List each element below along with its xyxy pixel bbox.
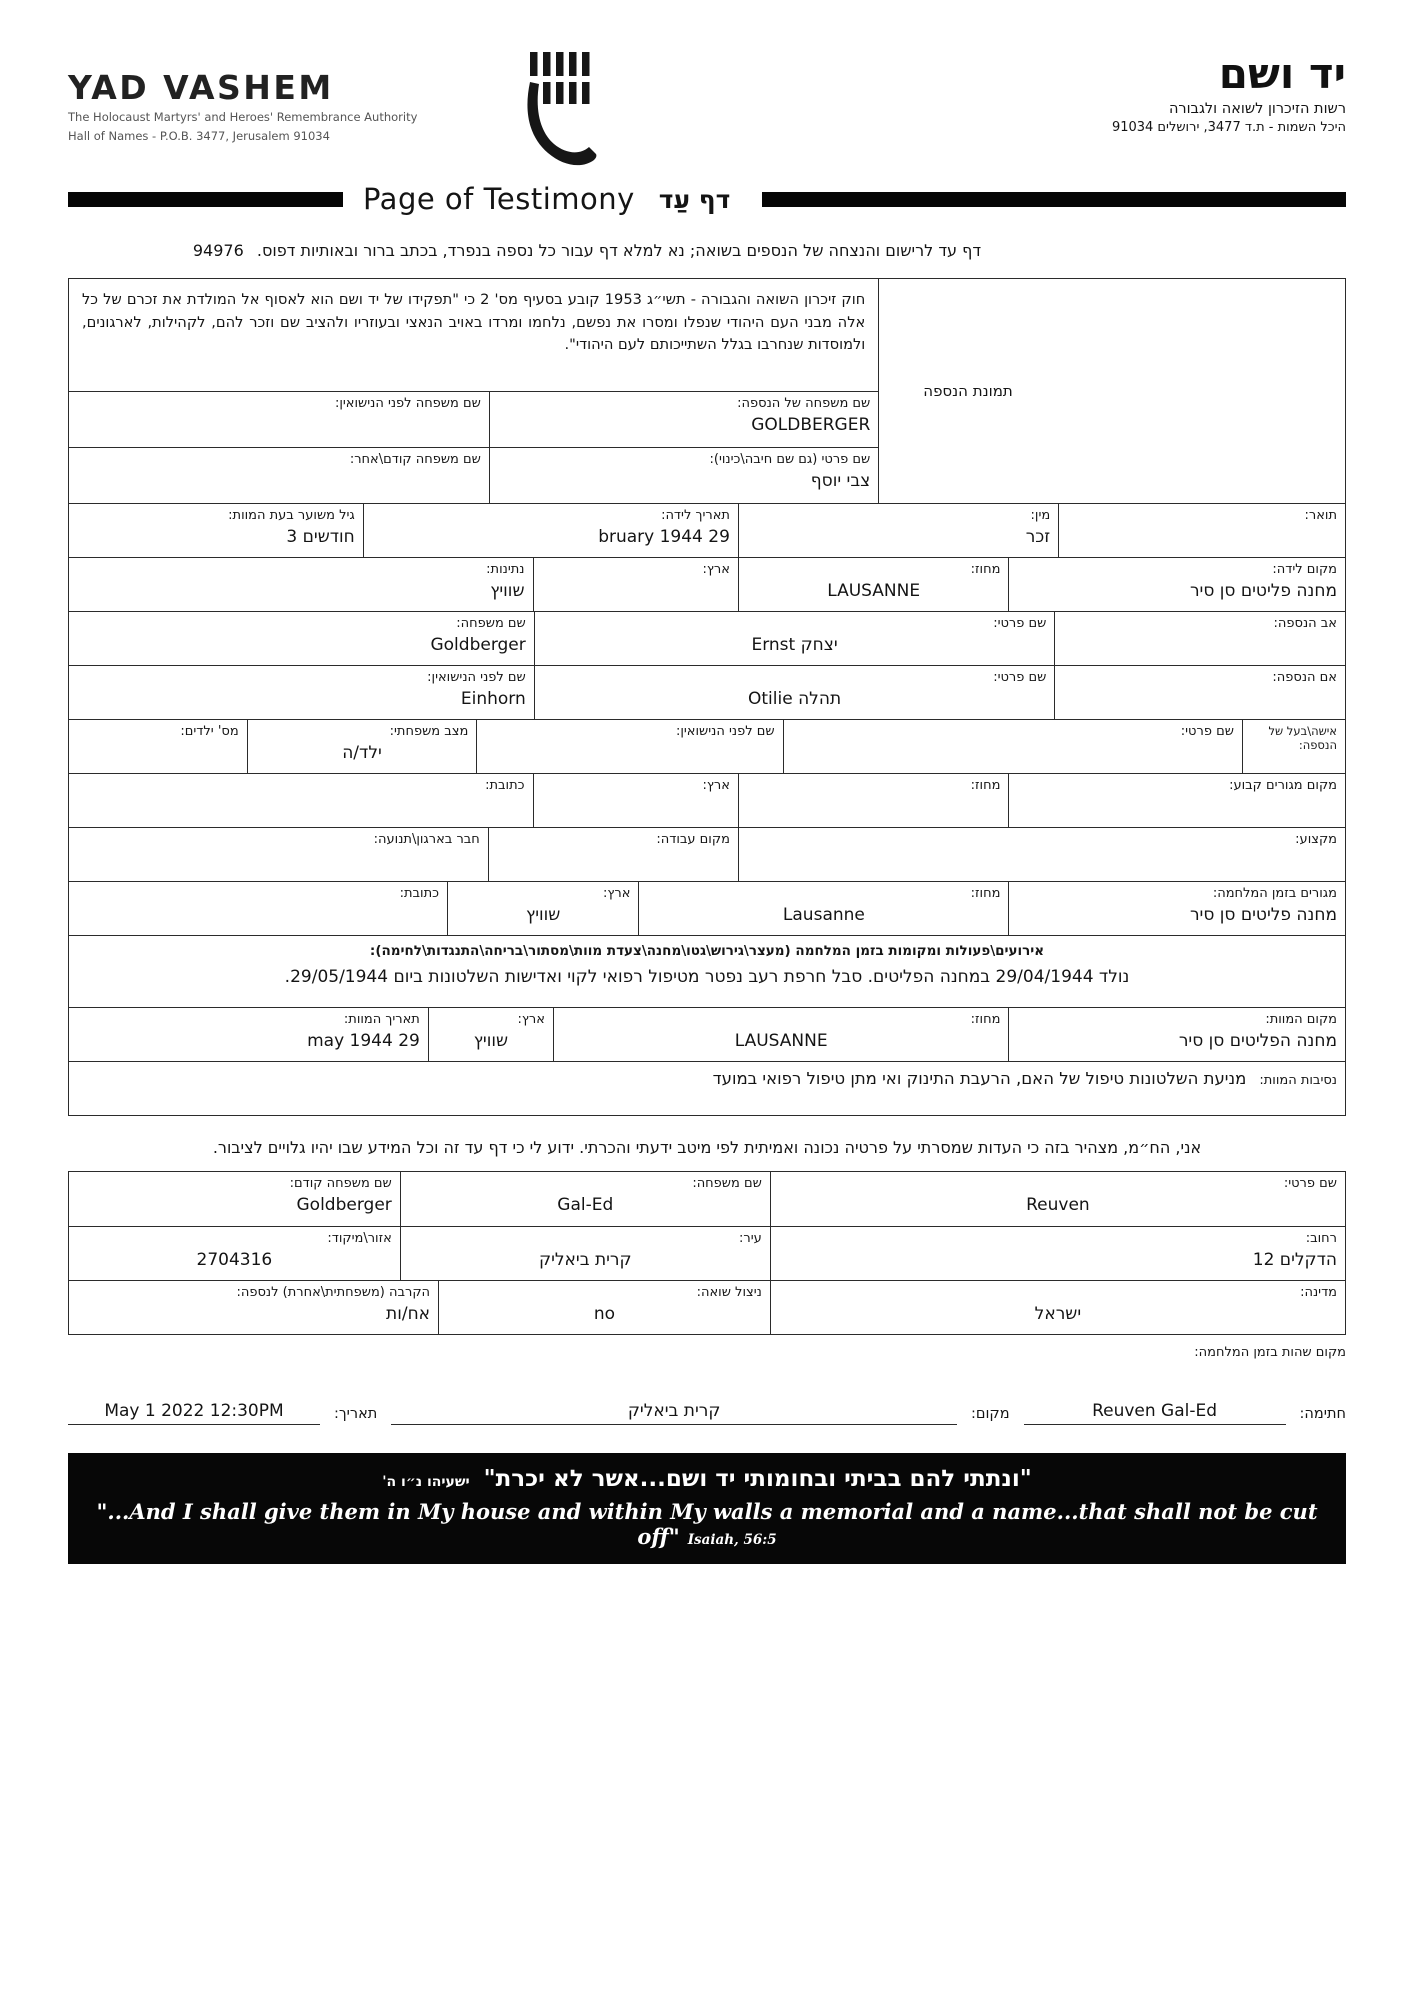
footer-quote-en [80,1499,1334,1549]
row-birth-place [69,557,1345,611]
field-victim-title [1059,504,1345,557]
victim-photo-box [879,279,1345,503]
victim-family-name-value: GOLDBERGER [751,415,871,436]
org-block-he [1111,49,1346,172]
header [68,49,1346,172]
residence-country-value [542,797,730,818]
field-victim-maiden-name [69,392,490,447]
field-residence-district [739,774,1010,827]
birth-district-value: LAUSANNE [827,581,921,602]
submitter-street-value: הדקלים 12 [1252,1250,1337,1271]
field-wartime-events [69,936,1345,1007]
profession-value [747,851,1337,872]
submitter-country-value: ישראל [1034,1304,1082,1325]
signature-place-value: קרית ביאליק [627,1401,721,1422]
submitter-wartime-location [68,1344,1346,1361]
submitter-family-name-label: שם משפחה: [692,1176,762,1191]
field-victim-former-name [69,448,490,503]
residence-country-label: ארץ: [702,778,730,793]
footer-cite-en: Isaiah, 56:5 [687,1532,777,1549]
signature-label: חתימה: [1299,1406,1346,1423]
father-first-name-value: Ernst יצחק [751,635,838,656]
submitter-former-name-label: שם משפחה קודם: [289,1176,392,1191]
row-submitter-name [69,1172,1345,1226]
submitter-country-label: מדינה: [1300,1285,1337,1300]
field-submitter-family-name [401,1172,771,1226]
row-first-name [69,447,878,503]
relationship-value: אח/ות [386,1304,431,1325]
num-children-value [77,743,239,764]
father-row-label: אב הנספה: [1273,616,1337,631]
death-circumstances-value: מניעת השלטונות טיפול של האם, הרעבת התינוק ואי מתן טיפול רפואי במועד [712,1069,1247,1088]
org-subtitle-he-1: רשות הזיכרון לשואה ולגבורה [1168,101,1346,118]
death-circumstances-label: נסיבות המוות: [1259,1073,1337,1088]
citizenship-value: שוויץ [490,581,525,602]
father-family-name-label: שם משפחה: [456,616,526,631]
birth-date-value: bruary 1944 29 [598,527,730,548]
wartime-place-label: מגורים בזמן המלחמה: [1212,886,1337,901]
field-death-circumstances [69,1062,1345,1115]
field-death-district [554,1008,1010,1061]
residence-district-label: מחוז: [970,778,1001,793]
submitter-former-name-value: Goldberger [296,1195,392,1216]
instruction-line [68,241,1346,260]
wartime-country-label: ארץ: [602,886,631,901]
death-place-value: מחנה הפליטים סן סיר [1178,1031,1337,1052]
victim-former-name-value [77,471,481,492]
field-death-date [69,1008,429,1061]
field-residence-place [1009,774,1345,827]
submitter-first-name-value: Reuven [1026,1195,1090,1216]
birth-date-label: תאריך לידה: [661,508,730,523]
spouse-first-name-value [792,743,1234,764]
mother-first-name-value: Otilie תהלה [747,689,842,710]
residence-place-label: מקום מגורים קבוע: [1229,778,1337,793]
mother-maiden-name-label: שם לפני הנישואין: [427,670,526,685]
field-survivor [439,1281,771,1334]
spouse-maiden-name-label: שם לפני הנישואין: [675,724,775,739]
org-subtitle-he-2: היכל השמות - ת.ד 3477, ירושלים 91034 [1111,120,1346,136]
wartime-district-label: מחוז: [970,886,1001,901]
submitter-city-label: עיר: [739,1231,762,1246]
marital-status-label: מצב משפחתי: [389,724,469,739]
org-name-en: YAD VASHEM [68,68,334,107]
row-death [69,1007,1345,1061]
field-mother-first-name [535,666,1056,719]
spouse-maiden-name-value [485,743,774,764]
wartime-events-value: נולד 29/04/1944 במחנה הפליטים. סבל חרפת רעב נפטר מטיפול רפואי לקוי ואדישות השלטונות ביום 29/05/1944. [284,966,1130,987]
field-gender [739,504,1059,557]
signature-place-line [391,1401,957,1425]
row-spouse [69,719,1345,773]
birth-country-value [542,581,730,602]
submitter-zip-value: 2704316 [196,1250,273,1271]
signature-line [1024,1401,1286,1425]
signature-row [68,1401,1346,1425]
field-spouse-maiden-name [477,720,783,773]
victim-title-label: תואר: [1304,508,1337,523]
profession-label: מקצוע: [1295,832,1337,847]
submitter-zip-label: אזור\מיקוד: [327,1231,392,1246]
field-spouse-first-name [784,720,1243,773]
wartime-address-value [77,905,439,926]
organization-label: חבר בארגון\תנועה: [373,832,480,847]
row-gender-birth [69,503,1345,557]
field-wartime-address [69,882,448,935]
row-death-circumstances [69,1061,1345,1115]
title-bar [68,182,1346,216]
residence-place-value [1017,797,1337,818]
field-submitter-former-name [69,1172,401,1226]
page-title-he: דף עַד [658,184,731,214]
victim-former-name-label: שם משפחה קודם\אחר: [349,452,481,467]
death-country-label: ארץ: [517,1012,545,1027]
victim-maiden-name-value [77,415,481,436]
field-relationship [69,1281,439,1334]
legal-text: חוק זיכרון השואה והגבורה - תשי״ג 1953 קובע בסעיף מס' 2 כי "תפקידו של יד ושם הוא לאסוף אל המולדת את זכרם של כל אלה מבני העם היהודי שנפלו ומסרו את נפשם, נלחמו ומרדו באויב הנאצי ובעוזריו ולהציב שם וזכר להם, לקהילות, לארגונים, ולמוסדות שנחרבו בגלל השתייכותם לעם היהודי". [82,291,866,354]
field-wartime-district [639,882,1009,935]
field-wartime-country [448,882,639,935]
submitter-city-value: קרית ביאליק [539,1250,632,1271]
field-mother-maiden-name [69,666,535,719]
father-first-name-label: שם פרטי: [993,616,1047,631]
org-subtitle-en-2: Hall of Names - P.O.B. 3477, Jerusalem 91034 [68,128,330,143]
field-profession [739,828,1345,881]
submitter-details-table [68,1171,1346,1335]
field-submitter-country [771,1281,1345,1334]
wartime-district-value: Lausanne [782,905,865,926]
field-birth-district [739,558,1010,611]
mother-row-label: אם הנספה: [1272,670,1337,685]
signature-date-line [68,1401,320,1425]
mother-first-name-label: שם פרטי: [993,670,1047,685]
org-block-en [68,52,417,172]
death-date-value: may 1944 29 [307,1031,420,1052]
citizenship-label: נתינות: [486,562,525,577]
row-family-name [69,391,878,447]
organization-value [77,851,480,872]
field-workplace [489,828,739,881]
submitter-family-name-value: Gal-Ed [557,1195,614,1216]
wartime-country-value: שוויץ [526,905,561,926]
field-age-at-death [69,504,364,557]
death-country-value: שוויץ [473,1031,509,1052]
field-father-family-name [69,612,535,665]
footer-banner [68,1453,1346,1564]
signature-date-label: תאריך: [334,1406,378,1423]
num-children-label: מס' ילדים: [180,724,239,739]
instruction-text: דף עד לרישום והנצחה של הנספים בשואה; נא למלא דף עבור כל נספה בנפרד, בכתב ברור ובאותיות דפוס. [256,241,982,260]
residence-address-label: כתובת: [485,778,525,793]
spouse-row-label: אישה\בעל של הנספה: [1268,724,1337,753]
field-birth-country [534,558,739,611]
relationship-label: הקרבה (משפחתית\אחרת) לנספה: [236,1285,431,1300]
signature-date-value: May 1 2022 12:30PM [104,1401,284,1422]
name-fields-stack [69,279,879,503]
wartime-address-label: כתובת: [399,886,439,901]
victim-first-name-value: צבי יוסף [810,471,871,492]
page-title-en: Page of Testimony [363,182,635,216]
field-victim-family-name [490,392,878,447]
death-district-value: LAUSANNE [734,1031,828,1052]
field-father-first-name [535,612,1056,665]
row-father [69,611,1345,665]
submitter-street-label: רחוב: [1305,1231,1337,1246]
field-death-country [429,1008,554,1061]
footer-quote-en-text: "...And I shall give them in My house and within My walls a memorial and a name...that shall not be cut off" [96,1499,1318,1550]
mother-row-header [1055,666,1345,719]
field-wartime-place [1009,882,1345,935]
gender-value: זכר [1025,527,1051,548]
field-marital-status [248,720,478,773]
row-wartime-residence [69,881,1345,935]
field-submitter-city [401,1227,771,1280]
field-birth-date [364,504,739,557]
footer-cite-he: ישעיהו נ״ו ה' [382,1474,470,1491]
birth-district-label: מחוז: [970,562,1001,577]
title-rule-left [68,192,343,207]
birth-place-label: מקום לידה: [1272,562,1337,577]
gender-label: מין: [1030,508,1051,523]
footer-quote-he-text: "ונתתי להם בביתי ובחומותי יד ושם...אשר לא יכרת" [483,1466,1032,1493]
field-victim-first-name [490,448,878,503]
form-number: 94976 [192,241,244,260]
residence-address-value [77,797,525,818]
row-wartime-events [69,935,1345,1007]
workplace-label: מקום עבודה: [656,832,730,847]
spouse-row-header [1243,720,1345,773]
victim-title-value [1067,527,1337,548]
workplace-value [497,851,730,872]
yad-vashem-menorah-logo-icon [518,52,602,174]
field-submitter-first-name [771,1172,1345,1226]
signature-place-label: מקום: [970,1406,1010,1423]
field-num-children [69,720,248,773]
survivor-label: ניצול שואה: [696,1285,762,1300]
signature-value: Reuven Gal-Ed [1092,1401,1218,1422]
field-death-place [1009,1008,1345,1061]
victim-photo-label: תמונת הנספה [923,382,1013,400]
field-organization [69,828,489,881]
declaration-text: אני, הח״מ, מצהיר בזה כי העדות שמסרתי על פרטיה נכונה ואמיתית לפי מיטב ידעתי והכרתי. ידוע לי כי דף עד זה וכל המידע שבו יהיו גלויים לציבור. [212,1138,1202,1157]
row-mother [69,665,1345,719]
victim-details-table [68,278,1346,1116]
mother-maiden-name-value: Einhorn [460,689,526,710]
row-submitter-address [69,1226,1345,1280]
residence-district-value [747,797,1001,818]
row-permanent-residence [69,773,1345,827]
field-birth-place [1009,558,1345,611]
death-place-label: מקום המוות: [1265,1012,1337,1027]
top-section [69,279,1345,503]
death-date-label: תאריך המוות: [343,1012,420,1027]
org-subtitle-en-1: The Holocaust Martyrs' and Heroes' Remembrance Authority [68,110,418,124]
row-submitter-country [69,1280,1345,1334]
submitter-first-name-label: שם פרטי: [1283,1176,1337,1191]
field-residence-country [534,774,739,827]
spouse-first-name-label: שם פרטי: [1180,724,1234,739]
age-at-death-label: גיל משוער בעת המוות: [228,508,355,523]
field-citizenship [69,558,534,611]
field-submitter-street [771,1227,1345,1280]
marital-status-value: ילד/ה [342,743,382,764]
field-submitter-zip [69,1227,401,1280]
submitter-wartime-location-label: מקום שהות בזמן המלחמה: [1194,1345,1346,1360]
field-residence-address [69,774,534,827]
birth-country-label: ארץ: [702,562,730,577]
father-family-name-value: Goldberger [430,635,526,656]
victim-first-name-label: שם פרטי (גם שם חיבה\כינוי): [709,452,871,467]
birth-place-value: מחנה פליטים סן סיר [1189,581,1337,602]
death-district-label: מחוז: [970,1012,1001,1027]
victim-maiden-name-label: שם משפחה לפני הנישואין: [334,396,481,411]
footer-quote-he [80,1466,1334,1492]
wartime-place-value: מחנה פליטים סן סיר [1189,905,1337,926]
wartime-events-label: אירועים\פעולות ומקומות בזמן המלחמה (מעצר\גירוש\גטו\מחנה\צעדת מוות\מסתור\בריחה\התנגדות\לחימה): [369,943,1045,959]
row-occupation [69,827,1345,881]
org-name-he: יד ושם [1218,49,1346,98]
title-rule-right [762,192,1346,207]
victim-family-name-label: שם משפחה של הנספה: [737,396,871,411]
survivor-value: no [593,1304,616,1325]
age-at-death-value: 3 חודשים [286,527,355,548]
father-row-header [1055,612,1345,665]
